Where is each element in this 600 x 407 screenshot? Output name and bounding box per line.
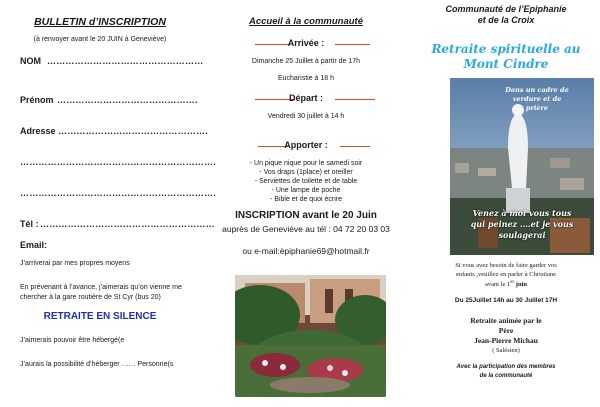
retraite-silence-heading: RETRAITE EN SILENCE: [43, 311, 157, 322]
animee-line-2: Père: [498, 326, 514, 335]
inscription-email[interactable]: ou e-mail:èpiphanie69@hotmail.fr: [242, 246, 370, 256]
prevenant-option-line-2: chercher à la gare routière de St Cyr (bus 20): [20, 294, 161, 301]
community-name-line-2: et de la Croix: [477, 15, 535, 25]
retraite-title-line-2: Mont Cindre: [463, 57, 549, 71]
quote-line-1: Venez à moi vous tous: [472, 208, 572, 218]
tel-field[interactable]: …………………………………………………: [40, 219, 215, 229]
apporter-item: - Un pique nique pour le samedi soir: [249, 160, 363, 167]
childcare-sup: er: [510, 280, 515, 285]
prenom-label: Prénom: [20, 95, 54, 105]
childcare-avant: avant le 1: [485, 281, 511, 289]
nom-field[interactable]: ……………………………………………: [47, 56, 204, 66]
adresse-line-2[interactable]: ……………………………………………………….: [20, 157, 216, 167]
rule-right: [335, 44, 370, 45]
email-label: Email:: [20, 240, 48, 250]
apporter-heading: Apporter :: [284, 140, 328, 150]
retreat-dates: Du 25Juillet 14h au 30 Juillet 17H: [454, 297, 558, 304]
participation-line-1: Avec la participation des membres: [456, 364, 556, 370]
arrivee-heading: Arrivée :: [287, 38, 325, 48]
arrivee-line-1: Dimanche 25 Juillet à partir de 17h: [251, 58, 361, 65]
apporter-item: - Une lampe de poche: [271, 187, 341, 194]
apporter-item: - Serviettes de toilette et de table: [254, 178, 358, 185]
heberge-option[interactable]: J’aimerais pouvoir être hébergé(e: [20, 337, 125, 344]
accueil-title: Accueil à la communauté: [248, 16, 364, 27]
depart-heading: Départ :: [288, 93, 323, 103]
inscription-deadline: INSCRIPTION avant le 20 Juin: [235, 210, 377, 221]
rule-right: [340, 146, 370, 147]
depart-line-1: Vendredi 30 juillet à 14 h: [267, 113, 345, 120]
bulletin-subtitle: (à renvoyer avant le 20 JUIN à Geneviève): [33, 36, 167, 43]
animee-line-4: ( Salésien): [492, 347, 520, 354]
quote-line-2: qui peinez ….et je vous: [470, 219, 574, 229]
arrivee-line-2: Eucharistie à 18 h: [277, 75, 335, 82]
retraite-title-line-1: Retraite spirituelle au: [431, 42, 581, 56]
cover-panel: [412, 0, 600, 407]
participation-line-2: de la communauté: [479, 373, 533, 379]
rule-right: [335, 99, 375, 100]
tel-label: Tél :: [20, 219, 39, 229]
prevenant-option-line-1[interactable]: En prévenant à l’avance, j’aimerais qu’on vienne me: [20, 284, 182, 291]
childcare-line-1: Si vous avez besoin de faire garder vos: [455, 262, 557, 269]
apporter-item: - Bible et de quoi écrire: [270, 196, 342, 203]
animee-line-3: Jean-Pierre Michau: [474, 336, 538, 345]
apporter-item: - Vos draps (1place) et oreiller: [259, 169, 353, 176]
mont-cindre-photo: [450, 78, 594, 255]
heberger-option[interactable]: J’aurais la possibilité d’héberger …… Personne(s: [20, 361, 174, 368]
quote-line-3: soulagerai: [498, 230, 546, 240]
cadre-line-1: Dans un cadre de: [505, 86, 569, 94]
registration-form-panel: [0, 0, 216, 407]
bulletin-title: BULLETIN d’INSCRIPTION: [34, 16, 166, 28]
adresse-field[interactable]: ………………………………………….: [58, 126, 208, 136]
adresse-label: Adresse: [20, 126, 56, 136]
moyens-option[interactable]: J’arriverai par mes propres moyens: [20, 260, 130, 267]
cadre-line-2: verdure et de: [512, 95, 562, 103]
cadre-line-3: prière: [525, 104, 549, 112]
childcare-juin: juin: [514, 281, 527, 289]
childcare-line-2: enfants ,veuillez en parler à Christiane: [456, 271, 556, 278]
garden-photo: [235, 275, 386, 397]
community-name-line-1: Communauté de l’Epiphanie: [445, 4, 567, 14]
prenom-field[interactable]: ……………………………………….: [57, 95, 198, 105]
childcare-line-3: [412, 280, 600, 288]
nom-label: NOM: [20, 56, 41, 66]
animee-line-1: Retraite animée par le: [470, 316, 542, 325]
adresse-line-3[interactable]: ……………………………………………………….: [20, 188, 216, 198]
accueil-panel: [200, 0, 412, 407]
inscription-phone: auprès de Geneviève au tél : 04 72 20 03 03: [222, 224, 390, 234]
